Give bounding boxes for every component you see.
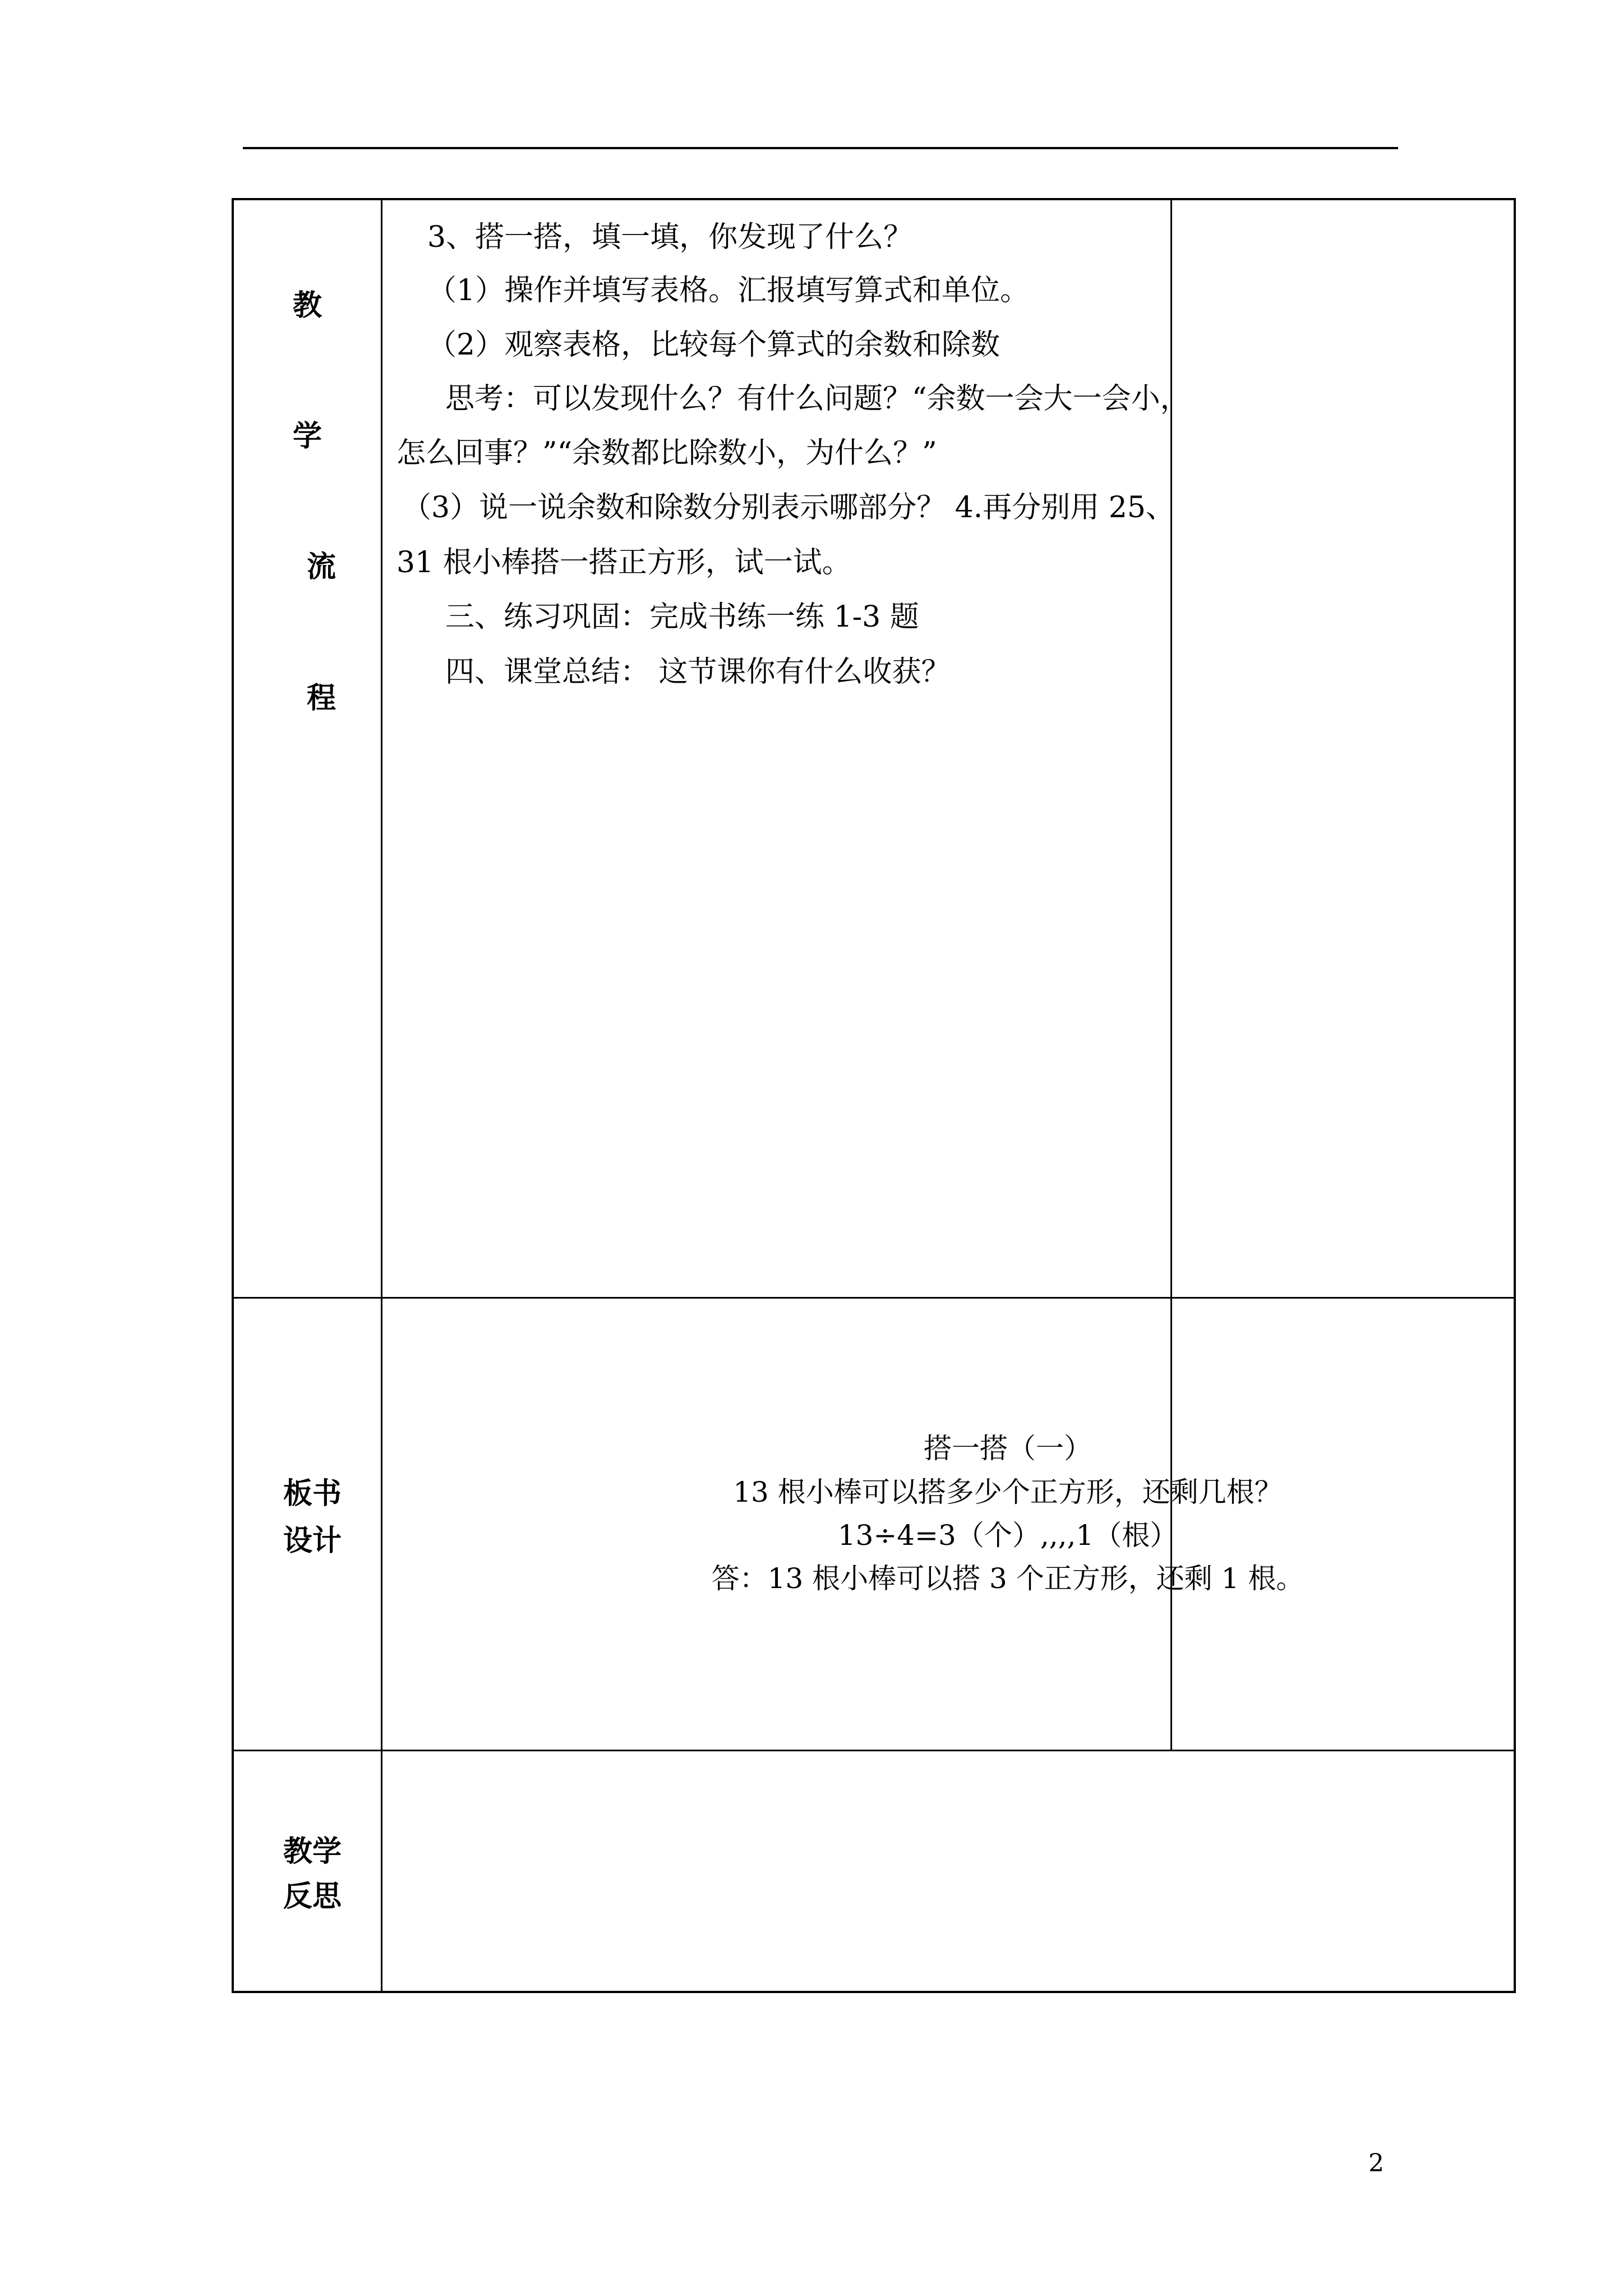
process-line: （3）说一说余数和除数分别表示哪部分？ 4.再分别用 25、: [402, 491, 1175, 524]
header-rule: [243, 147, 1398, 149]
process-label-char-1: 教: [292, 288, 322, 323]
process-line: 三、练习巩固：完成书练一练 1-3 题: [445, 600, 919, 634]
reflection-label-line-2: 反思: [283, 1879, 342, 1913]
board-label-line-2: 设计: [283, 1524, 342, 1558]
label-column-divider: [381, 200, 382, 1991]
page-number: 2: [1368, 2149, 1384, 2178]
process-line: （2）观察表格，比较每个算式的余数和除数: [427, 328, 1000, 362]
lesson-plan-table: [232, 198, 1516, 1993]
board-answer: 答：13 根小棒可以搭 3 个正方形，还剩 1 根。: [711, 1562, 1304, 1595]
reflection-label-line-1: 教学: [283, 1834, 342, 1869]
process-label-char-4: 程: [306, 681, 336, 715]
process-line: 思考：可以发现什么？有什么问题？“余数一会大一会小，: [445, 382, 1189, 416]
row-divider-process-board: [234, 1297, 1514, 1299]
process-line: （1）操作并填写表格。汇报填写算式和单位。: [427, 274, 1030, 307]
process-line: 四、课堂总结： 这节课你有什么收获？: [445, 655, 951, 689]
board-equation: 13÷4=3（个）,,,,1（根）: [837, 1519, 1178, 1552]
process-line: 31 根小棒搭一搭正方形，试一试。: [396, 546, 851, 579]
board-content: [615, 1434, 1400, 1715]
process-label-char-3: 流: [306, 550, 336, 584]
row-divider-board-reflection: [234, 1750, 1514, 1751]
board-question: 13 根小棒可以搭多少个正方形，还剩几根？: [733, 1476, 1283, 1508]
board-label-line-1: 板书: [283, 1476, 342, 1511]
process-line: 3、搭一搭，填一填，你发现了什么？: [427, 220, 913, 254]
process-line: 怎么回事？”“余数都比除数小，为什么？”: [396, 436, 937, 470]
process-label-char-2: 学: [292, 419, 322, 453]
board-title: 搭一搭（一）: [924, 1432, 1092, 1465]
